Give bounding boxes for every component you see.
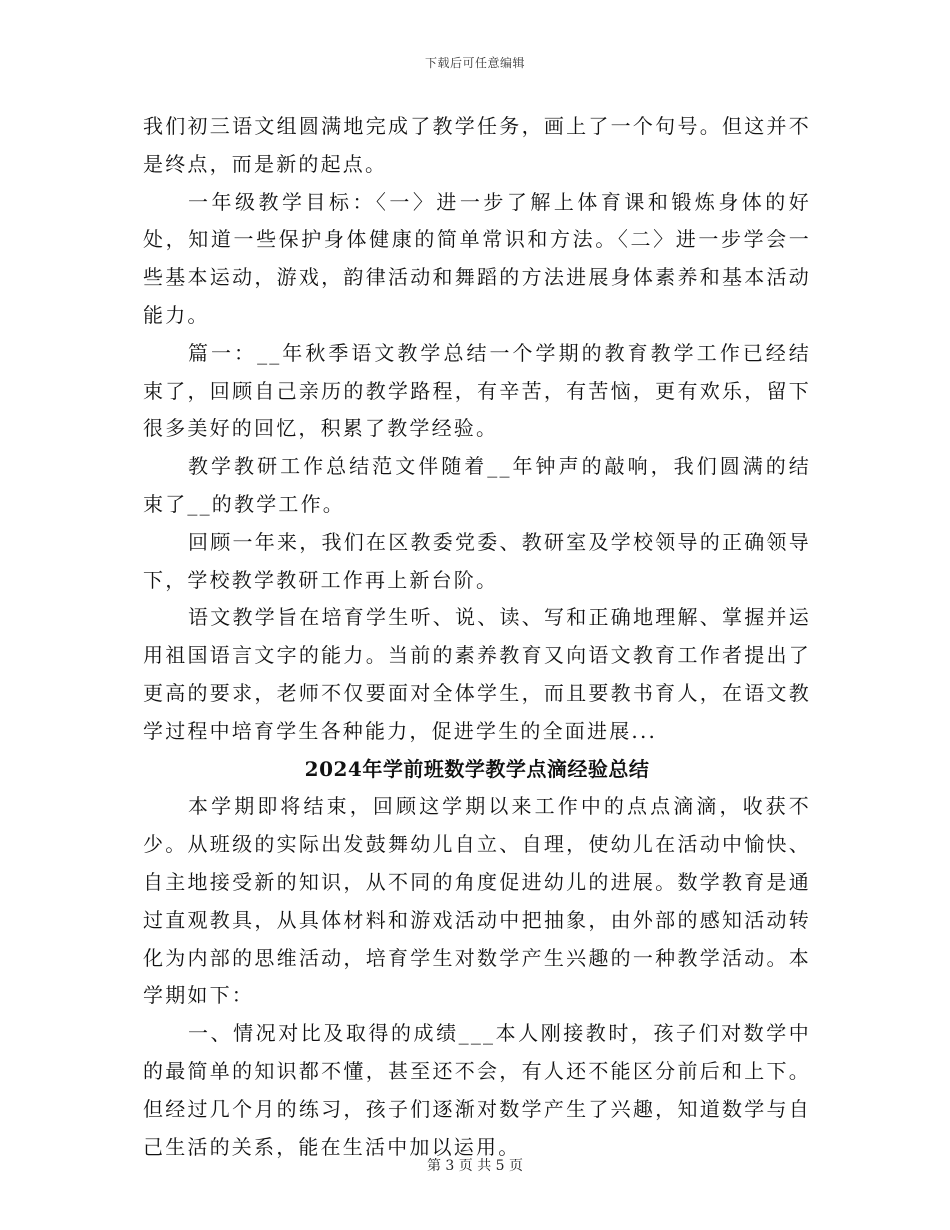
page-header-note: 下载后可任意编辑 bbox=[424, 56, 525, 70]
section-title: 2024年学前班数学教学点滴经验总结 bbox=[304, 756, 650, 781]
paragraph-continuation: 我们初三语文组圆满地完成了教学任务，画上了一个句号。但这并不是终点，而是新的起点。 bbox=[143, 114, 811, 176]
paragraph: 本学期即将结束，回顾这学期以来工作中的点点滴滴，收获不少。从班级的实际出发鼓舞幼儿自立、自理，使幼儿在活动中愉快、自主地接受新的知识，从不同的角度促进幼儿的进展。数学教育是通过直观教具，从具体材料和游戏活动中把抽象，由外部的感知活动转化为内部的思维活动，培育学生对数学产生兴趣的一种教学活动。本学期如下： bbox=[143, 794, 811, 1008]
paragraph: 回顾一年来，我们在区教委党委、教研室及学校领导的正确领导下，学校教学教研工作再上新台阶。 bbox=[143, 529, 811, 592]
paragraph: 一年级教学目标：〈一〉进一步了解上体育课和锻炼身体的好处，知道一些保护身体健康的简单常识和方法。〈二〉进一步学会一些基本运动，游戏，韵律活动和舞蹈的方法进展身体素养和基本活动能力。 bbox=[143, 189, 811, 327]
paragraph: 篇一：__年秋季语文教学总结一个学期的教育教学工作已经结束了，回顾自己亲历的教学路程，有辛苦，有苦恼，更有欢乐，留下很多美好的回忆，积累了教学经验。 bbox=[143, 340, 811, 441]
paragraph: 语文教学旨在培育学生听、说、读、写和正确地理解、掌握并运用祖国语言文字的能力。当前的素养教育又向语文教育工作者提出了更高的要求，老师不仅要面对全体学生，而且要教书育人，在语文教学过程中培育学生各种能力，促进学生的全面进展... bbox=[143, 605, 811, 743]
paragraph: 一、情况对比及取得的成绩___本人刚接教时，孩子们对数学中的最简单的知识都不懂，甚至还不会，有人还不能区分前后和上下。但经过几个月的练习，孩子们逐渐对数学产生了兴趣，知道数学与自己生活的关系，能在生活中加以运用。 bbox=[143, 1021, 811, 1159]
page-number-footer: 第 3 页 共 5 页 bbox=[426, 1158, 524, 1174]
document-body bbox=[143, 108, 811, 1166]
paragraph: 教学教研工作总结范文伴随着__年钟声的敲响，我们圆满的结束了__的教学工作。 bbox=[143, 454, 811, 516]
